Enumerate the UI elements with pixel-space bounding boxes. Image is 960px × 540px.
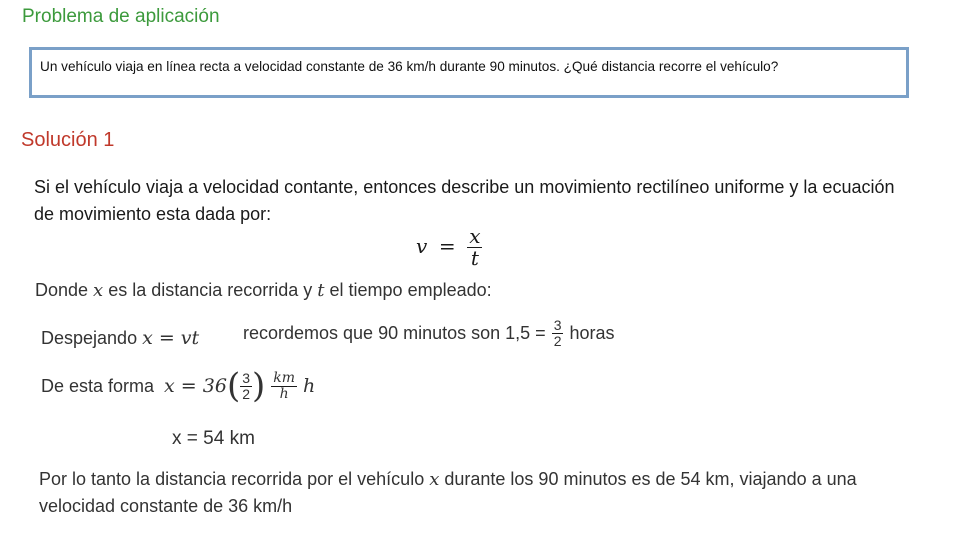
solution-intro: Si el vehículo viaja a velocidad contante, entonces describe un movimiento rectilíneo uniforme y la ecuación de movimiento esta dada por: [34, 177, 895, 224]
donde-line [35, 280, 492, 301]
forma-numerator: 3 [242, 369, 251, 386]
despejando-label: Despejando [41, 328, 143, 348]
recordemos-unit: horas [569, 322, 615, 343]
solution-title: Solución 1 [21, 129, 115, 151]
conclusion-x: x [429, 469, 440, 490]
unit-numerator: km [273, 369, 296, 386]
problem-box [29, 47, 909, 98]
conclusion-text-b: durante los 90 minutos es de 54 km, viajando a una velocidad constante de 36 km/h [39, 469, 857, 516]
conclusion [39, 466, 919, 520]
close-paren: ) [252, 366, 266, 406]
recordemos-denominator: 2 [553, 332, 562, 349]
unit-denominator: h [279, 385, 289, 402]
recordemos-line [243, 318, 615, 348]
donde-text-b: es la distancia recorrida y [103, 280, 318, 300]
eq-denominator: t [470, 246, 479, 270]
eq-equals: = [438, 233, 456, 258]
eq-numerator: x [469, 224, 481, 248]
conclusion-text-a: Por lo tanto la distancia recorrida por el vehículo [39, 469, 430, 489]
donde-x: x [93, 280, 104, 301]
despejando-equation: x = vt [142, 327, 200, 349]
page-title: Problema de aplicación [22, 6, 220, 27]
forma-fraction [240, 371, 252, 401]
forma-line [41, 366, 316, 406]
recordemos-text: recordemos que 90 minutos son 1,5 = [243, 322, 546, 343]
donde-t: t [317, 280, 325, 301]
forma-equation: x = 36 [164, 375, 227, 397]
recordemos-fraction [552, 318, 564, 348]
forma-h: h [303, 375, 316, 397]
unit-fraction [271, 371, 297, 401]
eq-fraction [467, 226, 482, 269]
despejando-line [41, 327, 199, 349]
recordemos-numerator: 3 [553, 317, 562, 333]
forma-denominator: 2 [242, 385, 251, 402]
forma-label: De esta forma [41, 375, 155, 396]
open-paren: ( [226, 366, 241, 406]
result-equation: x = 54 km [172, 428, 255, 449]
donde-text-c: el tiempo empleado: [324, 280, 492, 300]
problem-text: Un vehículo viaja en línea recta a velocidad constante de 36 km/h durante 90 minutos. ¿Qué distancia recorre el vehículo? [40, 59, 779, 74]
donde-text-a: Donde [35, 280, 94, 300]
velocity-equation [416, 226, 482, 269]
eq-v: v [416, 233, 428, 258]
